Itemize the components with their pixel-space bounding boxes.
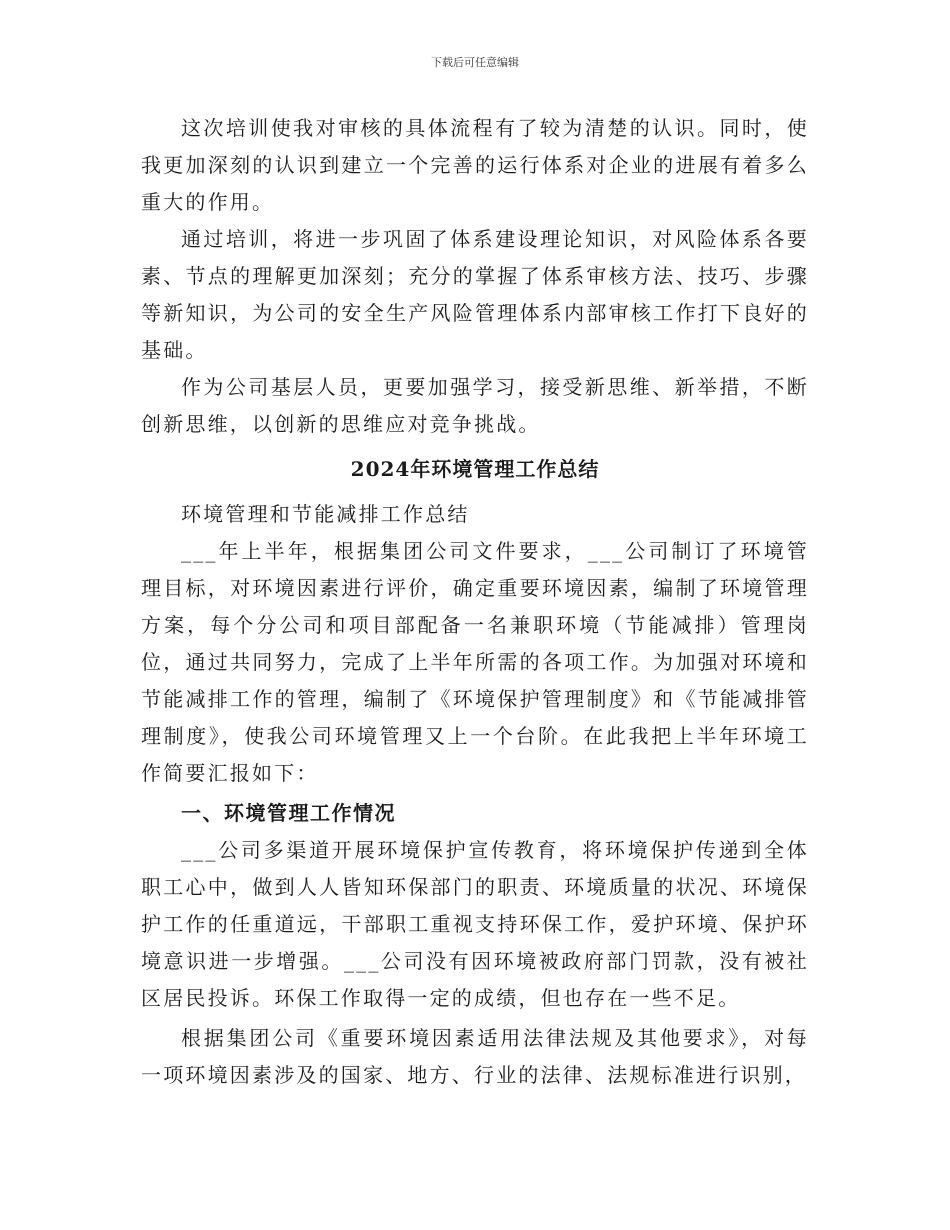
- page-header-note: 下载后可任意编辑: [431, 56, 519, 69]
- document-body: [141, 110, 809, 1094]
- paragraph-regulations: 根据集团公司《重要环境因素适用法律法规及其他要求》，对每一项环境因素涉及的国家、地方、行业的法律、法规标准进行识别，: [141, 1026, 809, 1087]
- paragraph-training-benefits: 通过培训，将进一步巩固了体系建设理论知识，对风险体系各要素、节点的理解更加深刻；充分的掌握了体系审核方法、技巧、步骤等新知识，为公司的安全生产风险管理体系内部审核工作打下良好的基础。: [141, 227, 809, 362]
- section-title: 2024年环境管理工作总结: [350, 457, 600, 481]
- paragraph-training-conclusion: 作为公司基层人员，更要加强学习，接受新思维、新举措，不断创新思维，以创新的思维应对竞争挑战。: [141, 375, 809, 436]
- paragraph-intro: ___年上半年，根据集团公司文件要求，___公司制订了环境管理目标，对环境因素进行评价，确定重要环境因素，编制了环境管理方案，每个分公司和项目部配备一名兼职环境（节能减排）管理岗位，通过共同努力，完成了上半年所需的各项工作。为加强对环境和节能减排工作的管理，编制了《环境保护管理制度》和《节能减排管理制度》，使我公司环境管理又上一个台阶。在此我把上半年环境工作简要汇报如下：: [141, 539, 809, 785]
- paragraph-training-understanding: 这次培训使我对审核的具体流程有了较为清楚的认识。同时，使我更加深刻的认识到建立一个完善的运行体系对企业的进展有着多么重大的作用。: [141, 116, 809, 214]
- section-subtitle: 环境管理和节能减排工作总结: [181, 502, 470, 526]
- subheading-environment-management: 一、环境管理工作情况: [181, 801, 396, 825]
- paragraph-environment-publicity: ___公司多渠道开展环境保护宣传教育，将环境保护传递到全体职工心中，做到人人皆知环保部门的职责、环境质量的状况、环境保护工作的任重道远，干部职工重视支持环保工作，爱护环境、保护环境意识进一步增强。___公司没有因环境被政府部门罚款，没有被社区居民投诉。环保工作取得一定的成绩，但也存在一些不足。: [141, 838, 809, 1010]
